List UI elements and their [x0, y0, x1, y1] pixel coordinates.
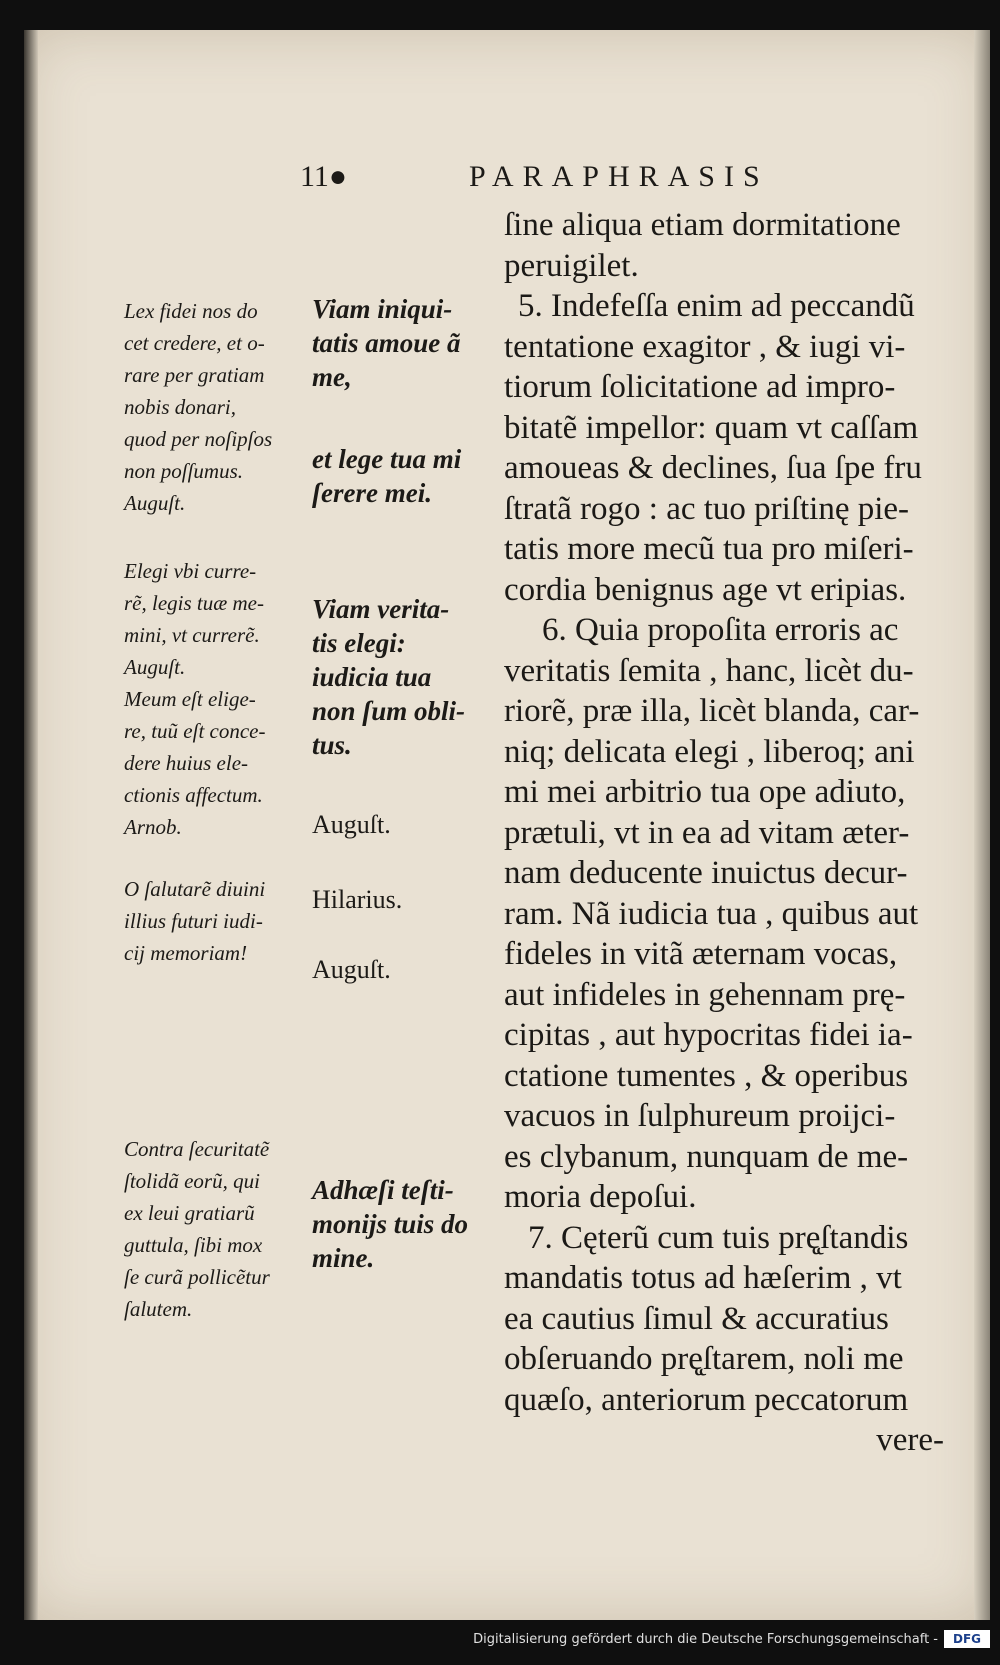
text-line: cordia benignus age vt eripias.: [504, 571, 907, 608]
footer-bar: [0, 1622, 1000, 1665]
attribution-hilarius: Hilarius.: [312, 885, 403, 914]
text-line: ſine aliqua etiam dormitatione: [504, 207, 901, 243]
text-line: 5. Indefeſſa enim ad peccandũ: [518, 288, 915, 324]
text-line: peruigilet.: [504, 247, 639, 284]
text-line: mi mei arbitrio tua ope adiuto,: [504, 774, 906, 810]
book-page: [24, 30, 990, 1620]
text-line: tentatione exagitor , & iugi vi-: [504, 328, 906, 365]
text-line: riorẽ, præ illa, licèt blanda, car-: [504, 693, 920, 729]
page-header: [24, 160, 990, 200]
text-line: ctatione tumentes , & operibus: [504, 1057, 909, 1094]
margin-note-o-salutare: O ſalutarẽ diuini illius futuri iudi- cij memoriam!: [124, 877, 266, 965]
page-number: 11●: [300, 160, 348, 193]
margin-note-contra-securitatem: Contra ſecuritatẽ ſtolidã eorũ, qui ex leui gratiarũ guttula, ſibi mox ſe curã pollicẽtur ſalutem.: [124, 1137, 270, 1321]
text-line: moria depoſui.: [504, 1179, 697, 1215]
psalm-verse-viam-veritatis: Viam verita- tis elegi: iudicia tua non ſum obli- tus.: [312, 594, 466, 760]
margin-note-elegi: Elegi vbi curre- rẽ, legis tuæ me- mini, vt currerẽ. Auguſt. Meum eſt elige- re, tuũ eſt conce- dere huius ele- ctionis affectum. Arnob.: [124, 559, 266, 839]
text-line: ea cautius ſimul & accuratius: [504, 1300, 889, 1337]
text-line: niq; delicata elegi , liberoq; ani: [504, 733, 915, 770]
text-line: veritatis ſemita , hanc, licèt du-: [504, 652, 914, 689]
text-line: bitatẽ impellor: quam vt caſſam: [504, 409, 919, 446]
attribution-august-2: Auguſt.: [312, 955, 391, 984]
text-line: aut infideles in gehennam prę-: [504, 976, 906, 1013]
text-line: ſtratã rogo : ac tuo priſtinę pie-: [504, 490, 910, 527]
catchword: vere-: [876, 1422, 944, 1458]
margin-note-lex-fidei: Lex fidei nos do cet credere, et o- rare per gratiam nobis donari, quod per noſipſos non poſſumus. Auguſt.: [124, 299, 273, 515]
main-text-column: [504, 205, 944, 1461]
text-line: quæſo, anteriorum peccatorum: [504, 1381, 909, 1418]
text-line: tiorum ſolicitatione ad impro-: [504, 369, 896, 405]
text-line: tatis more mecũ tua pro miſeri-: [504, 531, 914, 567]
text-line: prætuli, vt in ea ad vitam æter-: [504, 814, 910, 851]
text-line: es clybanum, nunquam de me-: [504, 1138, 909, 1175]
text-line: cipitas , aut hypocritas fidei ia-: [504, 1017, 913, 1053]
text-line: fideles in vitã æternam vocas,: [504, 936, 898, 972]
text-line: ram. Nã iudicia tua , quibus aut: [504, 895, 919, 932]
text-line: nam deducente inuictus decur-: [504, 855, 908, 891]
text-line: obſeruando prę̨ſtarem, noli me: [504, 1341, 904, 1377]
text-line: 6. Quia propoſita erroris ac: [542, 612, 899, 648]
psalm-verse-lege-tua: et lege tua mi ſerere mei.: [312, 444, 462, 508]
attribution-august-1: Auguſt.: [312, 810, 391, 839]
text-line: vacuos in ſulphureum proijci-: [504, 1098, 896, 1134]
dfg-logo: DFG: [944, 1630, 990, 1648]
page-spine-shadow: [24, 30, 38, 1620]
psalm-verse-viam-iniquitatis: Viam iniqui- tatis amoue ã me,: [312, 294, 461, 392]
page-edge: [974, 30, 990, 1620]
text-line: amoueas & declines, ſua ſpe fru: [504, 450, 922, 486]
text-line: mandatis totus ad hæſerim , vt: [504, 1260, 902, 1296]
text-line: 7. Cęterũ cum tuis prę̨ſtandis: [528, 1219, 909, 1256]
running-head: PARAPHRASIS: [469, 160, 769, 193]
footer-credit: Digitalisierung gefördert durch die Deutsche Forschungsgemeinschaft -: [473, 1632, 938, 1647]
psalm-verse-adhaesi: Adhæſi teſti- monijs tuis do mine.: [312, 1175, 469, 1273]
